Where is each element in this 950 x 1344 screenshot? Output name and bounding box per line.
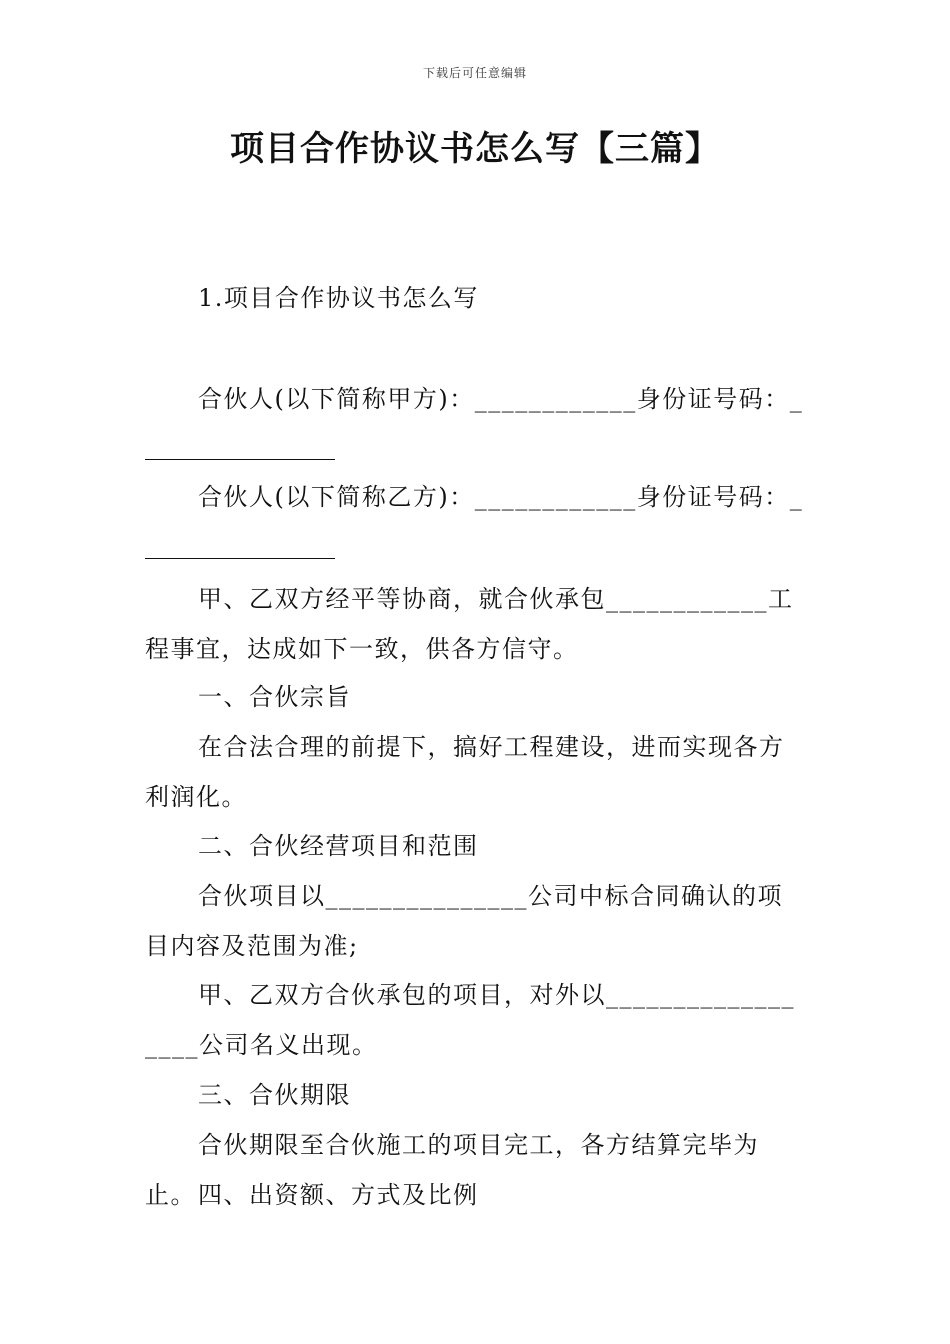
document-title: 项目合作协议书怎么写【三篇】 xyxy=(230,129,720,169)
scope-text-1: 合伙项目以_______________公司中标合同确认的项目内容及范围为准; xyxy=(145,882,783,960)
partner-a-id-underline xyxy=(145,459,335,460)
section-heading-term: 三、合伙期限 xyxy=(198,1081,351,1109)
section-heading-investment: 四、出资额、方式及比例 xyxy=(198,1181,479,1209)
header-note: 下载后可任意编辑 xyxy=(422,66,527,80)
section-heading-purpose: 一、合伙宗旨 xyxy=(198,683,351,711)
purpose-text: 在合法合理的前提下，搞好工程建设，进而实现各方利润化。 xyxy=(145,733,785,811)
section-heading-scope: 二、合伙经营项目和范围 xyxy=(198,832,479,860)
partner-b-id-underline xyxy=(145,558,335,559)
term-text: 合伙期限至合伙施工的项目完工，各方结算完毕为止。 xyxy=(145,1131,759,1209)
section-heading-1: 1.项目合作协议书怎么写 xyxy=(198,284,479,312)
partner-b-line: 合伙人(以下简称乙方)：____________身份证号码：_ xyxy=(198,483,804,511)
partner-a-line: 合伙人(以下简称甲方)：____________身份证号码：_ xyxy=(198,385,804,413)
scope-text-2: 甲、乙双方合伙承包的项目，对外以__________________公司名义出现。 xyxy=(145,981,795,1059)
agreement-preamble: 甲、乙双方经平等协商，就合伙承包____________工程事宜，达成如下一致，供各方信守。 xyxy=(145,585,794,663)
